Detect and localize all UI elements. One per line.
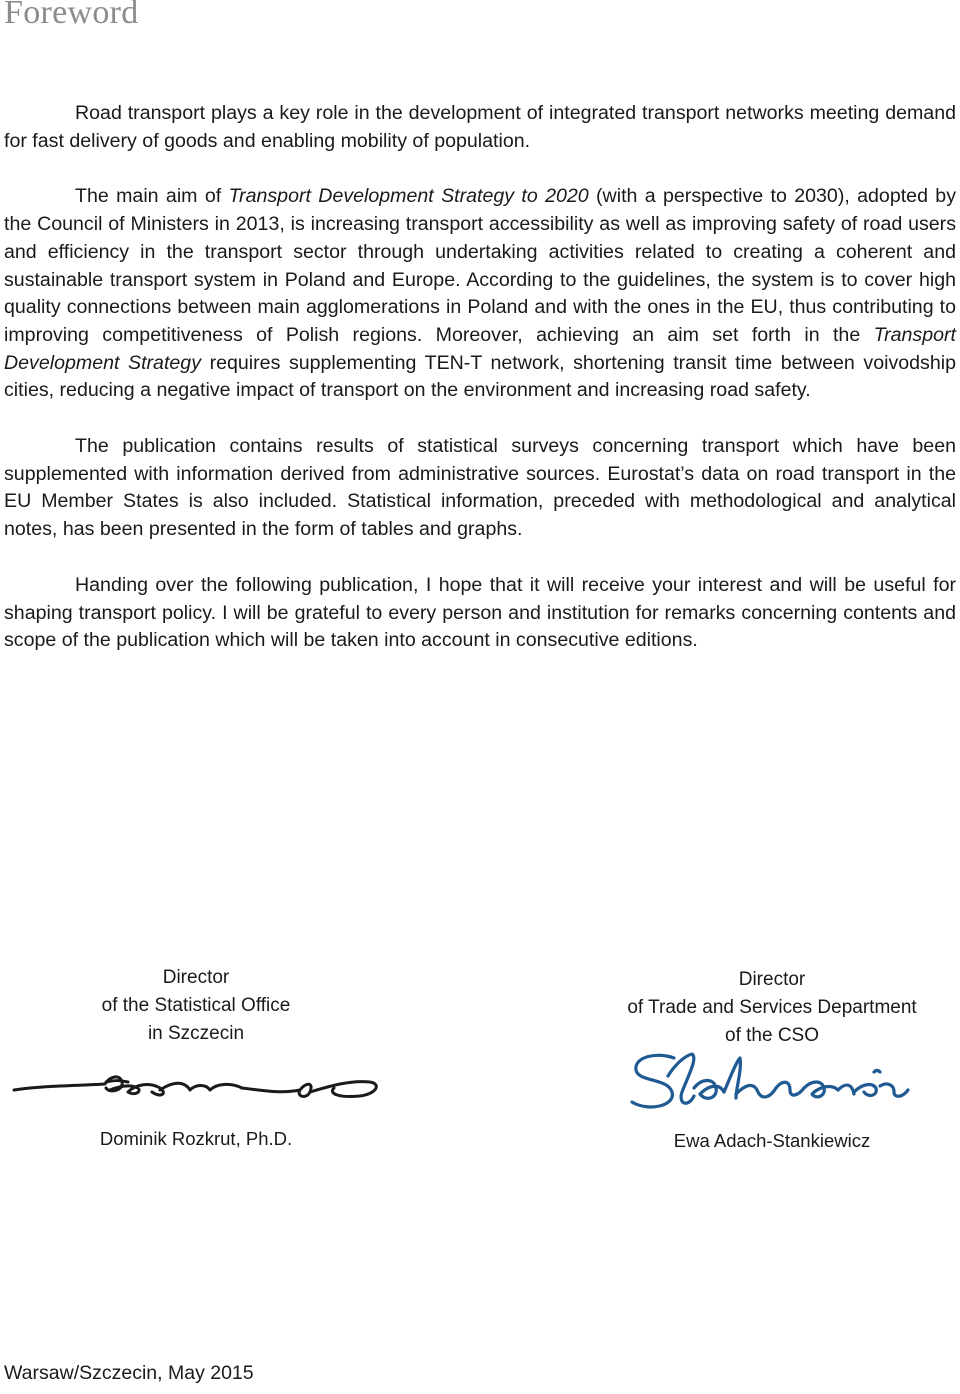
- signatory-right-title: [600, 966, 944, 1050]
- signatory-title-line: of the CSO: [725, 1025, 819, 1046]
- paragraph-closing: Handing over the following publication, I hope that it will receive your interest and will be useful for shaping transport policy. I will be grateful to every person and institution for remarks concerning contents and scope of the publication which will be taken into account in consecutive editions.: [4, 573, 956, 652]
- strategy-title-italic: Transport Development Strategy: [4, 323, 956, 374]
- strategy-title-italic: Transport Development Strategy to 2020: [228, 185, 589, 208]
- foreword-body: [4, 100, 956, 683]
- signatory-title-line: Director: [738, 969, 806, 990]
- paragraph-publication: The publication contains results of statistical surveys concerning transport which have been supplemented with information derived from administrative sources. Eurostat’s data on road transport in the EU Member States is also included. Statistical information, preceded with methodological and analytical notes, has been presented in the form of tables and graphs.: [4, 435, 956, 541]
- paragraph-strategy: [4, 183, 956, 405]
- signatory-title-line: of the Statistical Office: [101, 995, 291, 1016]
- handwritten-signature-left: [10, 1060, 380, 1110]
- signatory-title-line: Director: [162, 967, 230, 988]
- paragraph-strategy-part: requires supplementing TEN-T network, shortening transit time between voivodship cities, reducing a negative impact of transport on the environment and increasing road safety.: [4, 351, 956, 402]
- page-title: Foreword: [4, 0, 139, 31]
- paragraph-strategy-part: The main aim of: [75, 185, 229, 208]
- signatory-right-name: Ewa Adach-Stankiewicz: [673, 1130, 871, 1151]
- signatory-left-name: Dominik Rozkrut, Ph.D.: [99, 1128, 293, 1149]
- signatory-left-title: [85, 964, 307, 1048]
- signatory-title-line: of Trade and Services Department: [627, 997, 917, 1018]
- paragraph-strategy-part: (with a perspective to 2030), adopted by the Council of Ministers in 2013, is increasing transport accessibility as well as improving safety of road users and efficiency in the transport sector through undertaking activities related to creating a coherent and sustainable transport system in Poland and Europe. According to the guidelines, the system is to cover high quality connections between main agglomerations in Poland and with the ones in the EU, thus contributing to improving competitiveness of Polish regions. Moreover, achieving an aim set forth in the: [4, 185, 957, 346]
- handwritten-signature-right: [628, 1048, 923, 1120]
- place-and-date: Warsaw/Szczecin, May 2015: [4, 1362, 254, 1384]
- paragraph-intro: Road transport plays a key role in the development of integrated transport networks meeting demand for fast delivery of goods and enabling mobility of population.: [4, 102, 956, 152]
- signatory-title-line: in Szczecin: [147, 1023, 245, 1044]
